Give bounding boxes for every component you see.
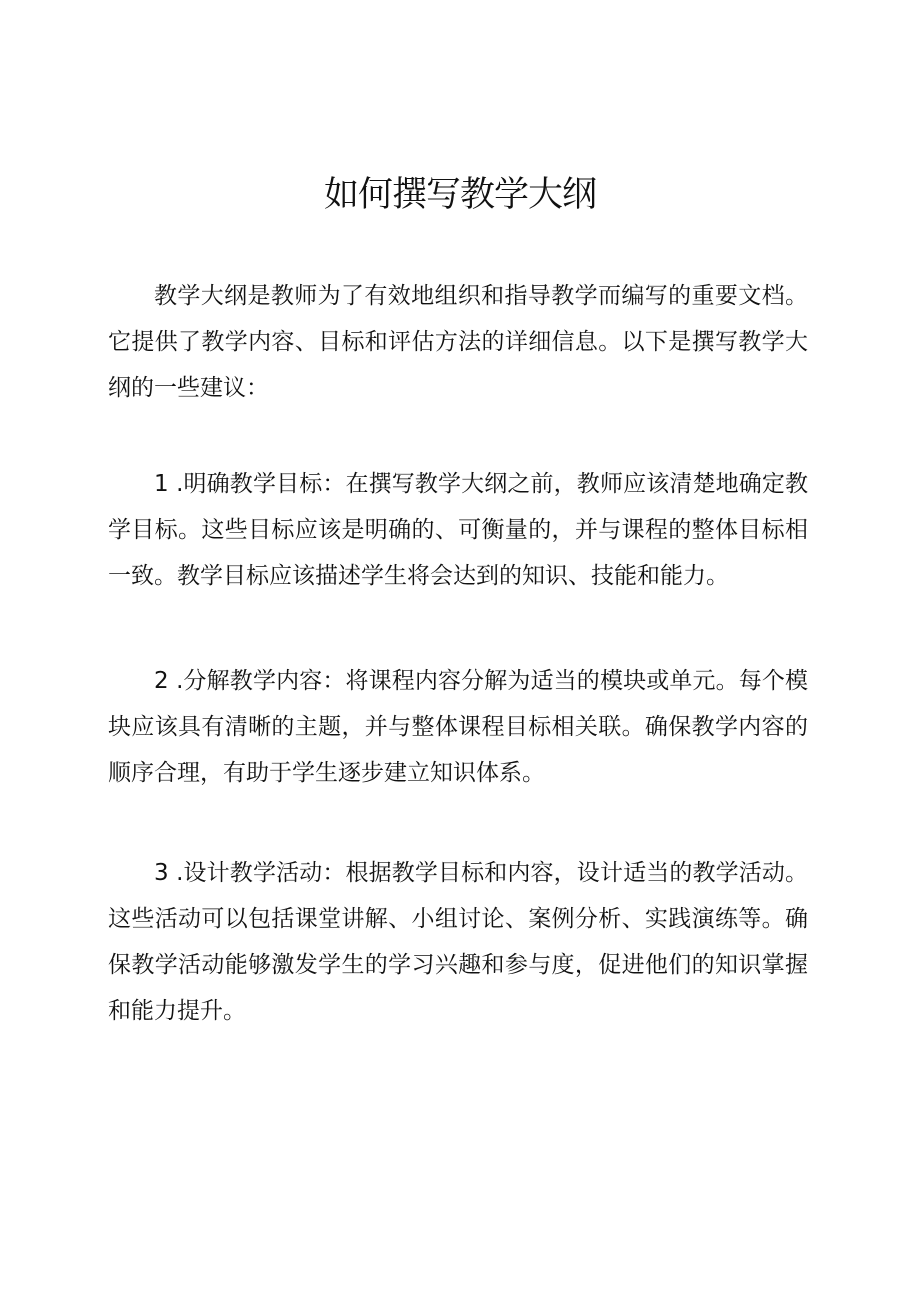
list-item	[108, 658, 808, 796]
document-title: 如何撰写教学大纲	[323, 175, 596, 215]
list-item	[108, 850, 808, 1034]
list-item-text: .明确教学目标：在撰写教学大纲之前，教师应该清楚地确定教学目标。这些目标应该是明确的、可衡量的，并与课程的整体目标相一致。教学目标应该描述学生将会达到的知识、技能和能力。	[108, 471, 809, 589]
intro-paragraph: 教学大纲是教师为了有效地组织和指导教学而编写的重要文档。它提供了教学内容、目标和评估方法的详细信息。以下是撰写教学大纲的一些建议：	[108, 283, 808, 401]
list-item-text: .设计教学活动：根据教学目标和内容，设计适当的教学活动。这些活动可以包括课堂讲解、小组讨论、案例分析、实践演练等。确保教学活动能够激发学生的学习兴趣和参与度，促进他们的知识掌握和能力提升。	[108, 860, 809, 1024]
list-item-number: 2	[154, 668, 169, 694]
list-item-number: 3	[154, 860, 169, 886]
list-item	[108, 461, 808, 599]
list-item-text: .分解教学内容：将课程内容分解为适当的模块或单元。每个模块应该具有清晰的主题，并与整体课程目标相关联。确保教学内容的顺序合理，有助于学生逐步建立知识体系。	[108, 668, 809, 786]
list-item-number: 1	[154, 471, 169, 497]
